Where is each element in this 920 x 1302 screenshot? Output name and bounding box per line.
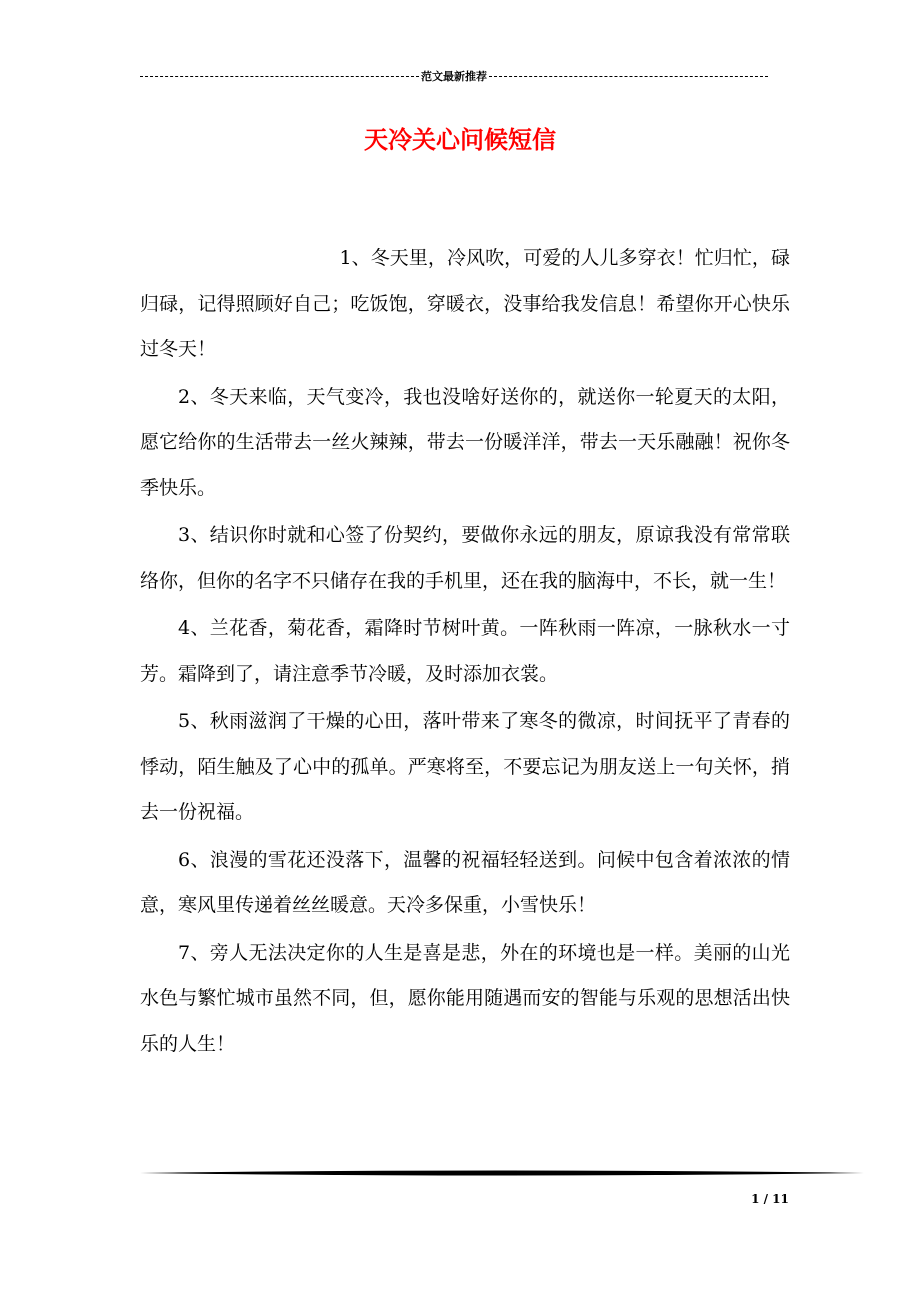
paragraph-4: 4、兰花香，菊花香，霜降时节树叶黄。一阵秋雨一阵凉，一脉秋水一寸芳。霜降到了，请注意季节冷暖，及时添加衣裳。 xyxy=(140,617,790,685)
paragraph-2: 2、冬天来临，天气变冷，我也没啥好送你的，就送你一轮夏天的太阳，愿它给你的生活带去一丝火辣辣，带去一份暖洋洋，带去一天乐融融！祝你冬季快乐。 xyxy=(140,385,790,499)
header-dash-left xyxy=(140,76,419,77)
page-header xyxy=(140,66,768,86)
document-body xyxy=(140,236,790,1069)
paragraph-7: 7、旁人无法决定你的人生是喜是悲，外在的环境也是一样。美丽的山光水色与繁忙城市虽然不同，但，愿你能用随遇而安的智能与乐观的思想活出快乐的人生！ xyxy=(140,941,790,1055)
header-dash-right xyxy=(489,76,768,77)
header-label: 范文最新推荐 xyxy=(421,70,487,83)
document-title: 天冷关心问候短信 xyxy=(364,125,556,154)
paragraph-6: 6、浪漫的雪花还没落下，温馨的祝福轻轻送到。问候中包含着浓浓的情意，寒风里传递着丝丝暖意。天冷多保重，小雪快乐！ xyxy=(140,848,790,916)
paragraph-3: 3、结识你时就和心签了份契约，要做你永远的朋友，原谅我没有常常联络你，但你的名字不只储存在我的手机里，还在我的脑海中，不长，就一生！ xyxy=(140,524,790,592)
footer-rule xyxy=(140,1169,864,1177)
page-number: 1 / 11 xyxy=(751,1192,789,1206)
paragraph-5: 5、秋雨滋润了干燥的心田，落叶带来了寒冬的微凉，时间抚平了青春的悸动，陌生触及了心中的孤单。严寒将至，不要忘记为朋友送上一句关怀，捎去一份祝福。 xyxy=(140,710,790,823)
paragraph-1: 1、冬天里，冷风吹，可爱的人儿多穿衣！忙归忙，碌归碌，记得照顾好自己；吃饭饱，穿暖衣，没事给我发信息！希望你开心快乐过冬天！ xyxy=(140,247,790,360)
